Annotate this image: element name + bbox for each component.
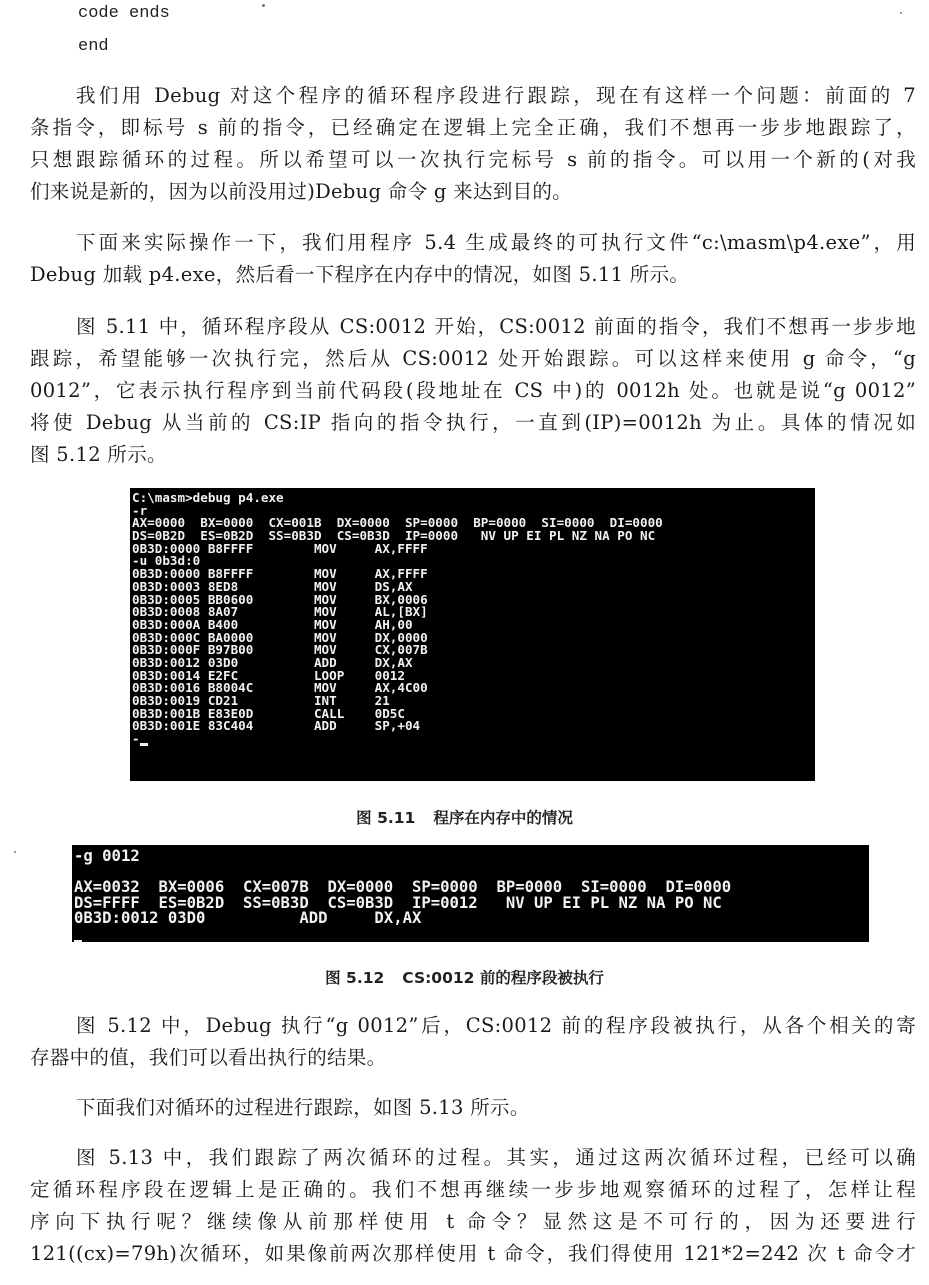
caption-number: 图 5.11	[356, 809, 416, 827]
text-line: 条指令，即标号 s 前的指令，已经确定在逻辑上完全正确，我们不想再一步步地跟踪了，	[30, 116, 916, 139]
paragraph-5	[30, 1092, 916, 1124]
paragraph-1	[30, 80, 916, 208]
text-line: 0012”，它表示执行程序到当前代码段(段地址在 CS 中)的 0012h 处。也就是说“g 0012”	[30, 379, 916, 402]
paragraph-6	[30, 1142, 916, 1270]
terminal-line: DS=0B2D ES=0B2D SS=0B3D CS=0B3D IP=0000 NV UP EI PL NZ NA PO NC	[132, 528, 656, 544]
text-cursor	[140, 743, 148, 746]
caption-text: 程序在内存中的情况	[433, 809, 573, 827]
terminal-line: 0B3D:001B E83E0D CALL 0D5C	[132, 705, 405, 721]
text-line: 下面来实际操作一下，我们用程序 5.4 生成最终的可执行文件“c:\masm\p4.exe”，用	[76, 231, 916, 254]
terminal-line: C:\masm>debug p4.exe	[132, 490, 284, 505]
text-line: 序向下执行呢？继续像从前那样使用 t 命令？显然这是不可行的，因为还要进行	[30, 1210, 916, 1233]
terminal-line: 0B3D:000F B97B00 MOV CX,007B	[132, 642, 428, 658]
paragraph-3	[30, 311, 916, 471]
text-line: 图 5.11 中，循环程序段从 CS:0012 开始，CS:0012 前面的指令，我们不想再一步步地	[76, 315, 916, 338]
terminal-line: AX=0000 BX=0000 CX=001B DX=0000 SP=0000 BP=0000 SI=0000 DI=0000	[132, 515, 663, 531]
text-line: 跟踪，希望能够一次执行完，然后从 CS:0012 处开始跟踪。可以这样来使用 g 命令，“g	[30, 347, 916, 370]
terminal-line: 0B3D:0012 03D0 ADD DX,AX	[74, 909, 422, 928]
caption-number: 图 5.12	[325, 969, 385, 987]
terminal-line: 0B3D:0005 BB0600 MOV BX,0006	[132, 591, 428, 607]
terminal-line: AX=0032 BX=0006 CX=007B DX=0000 SP=0000 BP=0000 SI=0000 DI=0000	[74, 878, 732, 897]
terminal-line: 0B3D:000C BA0000 MOV DX,0000	[132, 629, 428, 645]
code-line-code-ends: code ends	[78, 4, 170, 23]
terminal-line: 0B3D:0012 03D0 ADD DX,AX	[132, 654, 413, 670]
text-line: 只想跟踪循环的过程。所以希望可以一次执行完标号 s 前的指令。可以用一个新的(对我	[30, 148, 916, 171]
terminal-line: 0B3D:0000 B8FFFF MOV AX,FFFF	[132, 566, 428, 582]
text-line: 121((cx)=79h)次循环，如果像前两次那样使用 t 命令，我们得使用 121*2=242 次 t 命令才	[30, 1242, 916, 1265]
terminal-line	[74, 927, 867, 942]
text-line: Debug 加载 p4.exe，然后看一下程序在内存中的情况，如图 5.11 所示。	[30, 263, 690, 286]
terminal-line: -g 0012	[74, 847, 140, 865]
text-line: 图 5.13 中，我们跟踪了两次循环的过程。其实，通过这两次循环过程，已经可以确	[76, 1146, 916, 1169]
text-line: 图 5.12 中，Debug 执行“g 0012”后，CS:0012 前的程序段被执行，从各个相关的寄	[76, 1014, 916, 1037]
terminal-line: -	[132, 733, 813, 746]
terminal-line: 0B3D:000A B400 MOV AH,00	[132, 616, 413, 632]
terminal-line: 0B3D:001E 83C404 ADD SP,+04	[132, 718, 421, 734]
terminal-line: DS=FFFF ES=0B2D SS=0B3D CS=0B3D IP=0012 NV UP EI PL NZ NA PO NC	[74, 893, 722, 912]
terminal-line: 0B3D:0019 CD21 INT 21	[132, 693, 390, 708]
terminal-line: 0B3D:0000 B8FFFF MOV AX,FFFF	[132, 540, 428, 556]
scan-speck	[262, 4, 265, 7]
figure-5-11-caption	[0, 806, 929, 828]
figure-5-12-caption	[0, 966, 929, 988]
text-line: 定循环程序段在逻辑上是正确的。我们不想再继续一步步地观察循环的过程了，怎样让程	[30, 1178, 916, 1201]
terminal-line: 0B3D:0003 8ED8 MOV DS,AX	[132, 578, 413, 594]
figure-5-11-terminal	[130, 488, 815, 781]
terminal-line: -r	[132, 502, 148, 518]
caption-text: CS:0012 前的程序段被执行	[402, 969, 604, 987]
text-line: 我们用 Debug 对这个程序的循环程序段进行跟踪，现在有这样一个问题：前面的 7	[76, 84, 916, 107]
text-cursor	[74, 940, 82, 942]
terminal-line: 0B3D:0014 E2FC LOOP 0012	[132, 667, 405, 683]
scan-speck	[14, 851, 16, 853]
code-line-end: end	[78, 37, 109, 56]
text-line: 下面我们对循环的过程进行跟踪，如图 5.13 所示。	[76, 1096, 530, 1119]
terminal-line: 0B3D:0016 B8004C MOV AX,4C00	[132, 680, 428, 696]
scan-speck	[900, 12, 902, 14]
text-line: 将使 Debug 从当前的 CS:IP 指向的指令执行，一直到(IP)=0012h 为止。具体的情况如	[30, 411, 916, 434]
text-line: 们来说是新的，因为以前没用过)Debug 命令 g 来达到目的。	[30, 180, 572, 203]
text-line: 存器中的值，我们可以看出执行的结果。	[30, 1046, 387, 1069]
paragraph-4	[30, 1010, 916, 1074]
paragraph-2	[30, 227, 916, 291]
terminal-line: -u 0b3d:0	[132, 553, 201, 569]
text-line: 图 5.12 所示。	[30, 443, 167, 466]
terminal-line: 0B3D:0008 8A07 MOV AL,[BX]	[132, 604, 428, 620]
figure-5-12-terminal	[72, 845, 869, 942]
